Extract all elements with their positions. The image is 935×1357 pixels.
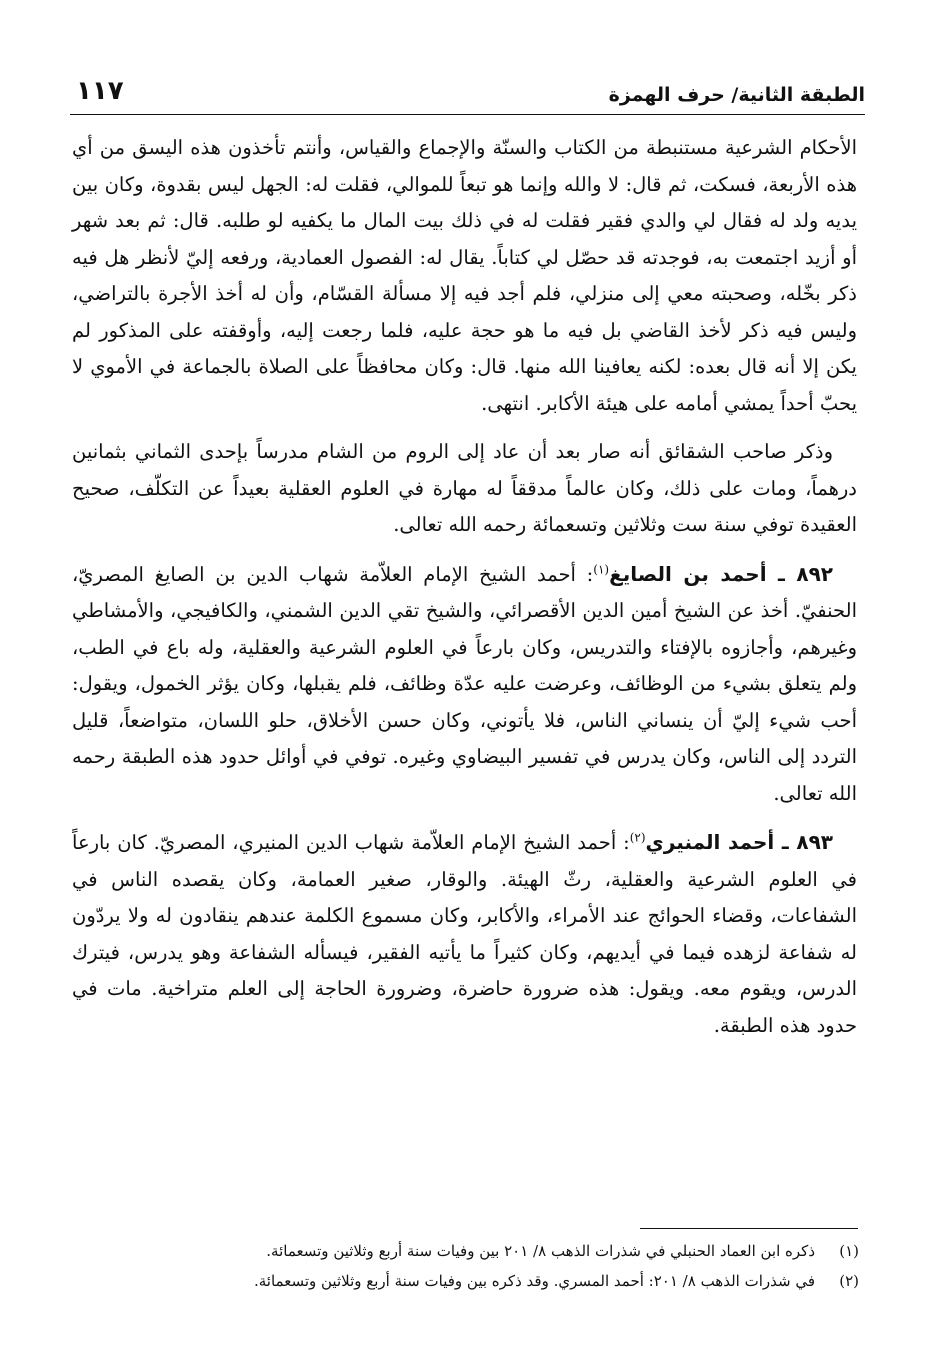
footnote-text: ذكره ابن العماد الحنبلي في شذرات الذهب ٨/ ٢٠١ بين وفيات سنة أربع وثلاثين وتسعمائة. xyxy=(266,1242,815,1260)
footnotes xyxy=(140,1236,859,1296)
entry-892 xyxy=(72,556,857,813)
paragraph-shaqaiq: وذكر صاحب الشقائق أنه صار بعد أن عاد إلى الروم من الشام مدرساً بإحدى الثماني بثمانين درهماً، ومات على ذلك، وكان عالماً مدققاً له مهارة في العلوم العقلية بعيداً عن التكلّف، صحيح العقيدة توفي سنة ست وثلاثين وتسعمائة رحمه الله تعالى. xyxy=(72,440,857,536)
footnote-ref-1: (١) xyxy=(593,562,610,576)
footnote-ref-2: (٢) xyxy=(629,830,646,845)
page-number: ١١٧ xyxy=(76,76,124,106)
entry-893-text: : أحمد الشيخ الإمام العلاّمة شهاب الدين المنيري، المصريّ. كان بارعاً في العلوم الشرعية والعقلية، رثّ الهيئة. والوقار، صغير العمامة، وكان يقصده الناس في الشفاعات، وقضاء الحوائج عند الأمراء، والأكابر، وكان مسموع الكلمة عندهم ينقادون له ولا يردّون له شفاعة لزهده فيما في أيديهم، وكان كثيراً ما يأتيه الفقير، فيسأله الشفاعة وهو يدرس، فيترك الدرس، ويقوم معه. ويقول: هذه ضرورة حاضرة، وضرورة الحاجة إلى العلم متراخية. مات في حدود هذه الطبقة. xyxy=(72,831,857,1037)
page-header xyxy=(70,72,865,115)
footnote-number: (١) xyxy=(839,1242,859,1260)
running-title: الطبقة الثانية/ حرف الهمزة xyxy=(608,84,865,106)
entry-892-text: : أحمد الشيخ الإمام العلاّمة شهاب الدين بن الصايغ المصريّ، الحنفيّ. أخذ عن الشيخ أمين الدين الأقصرائي، والشيخ تقي الدين الشمني، والكافيجي، والأمشاطي وغيرهم، وأجازوه بالإفتاء والتدريس، وكان بارعاً في العلوم الشرعية والعقلية، وله باع في الطب، ولم يتعلق بشيء من الوظائف، وعرضت عليه عدّة وظائف، فلم يقبلها، وكان يؤثر الخمول، ويقول: أحب شيء إليّ أن ينساني الناس، فلا يأتوني، وكان حسن الأخلاق، حلو اللسان، متواضعاً، قليل التردد إلى الناس، وكان يدرس في تفسير البيضاوي وغيره. توفي في أوائل حدود هذه الطبقة رحمه الله تعالى. xyxy=(72,562,857,805)
footnote-1 xyxy=(140,1236,859,1266)
footnote-divider xyxy=(640,1228,858,1229)
footnote-text: في شذرات الذهب ٨/ ٢٠١: أحمد المسري. وقد ذكره بين وفيات سنة أربع وثلاثين وتسعمائة. xyxy=(253,1272,815,1290)
footnote-number: (٢) xyxy=(839,1272,859,1290)
page-body xyxy=(72,130,857,1044)
paragraph-continuation: الأحكام الشرعية مستنبطة من الكتاب والسنّة والإجماع والقياس، وأنتم تأخذون هذه اليسق من أي هذه الأربعة، فسكت، ثم قال: لا والله وإنما هو تبعاً للموالي، فقلت له: الجهل ليس بقدوة، وكان بين يديه ولد له فقال لي والدي فقير فقلت له في ذلك بيت المال ما يكفيه لو طلبه. قال: ثم بعد شهر أو أزيد اجتمعت به، فوجدته قد حصّل لي كتاباً. يقال له: الفصول العمادية، ورفعه إليّ لأنظر هل فيه ذكر بخّله، وصحبته معي إلى منزلي، فلم أجد فيه إلا مسألة القسّام، وأن له أخذ الأجرة بالتراضي، وليس فيه ذكر لأخذ القاضي بل فيه ما هو حجة عليه، فلما رجعت إليه، وأوقفته على المذكور لم يكن إلا أنه قال بعده: لكنه يعافينا الله منها. قال: وكان محافظاً على الصلاة بالجماعة في الأموي لا يحبّ أحداً يمشي أمامه على هيئة الأكابر. انتهى. xyxy=(72,136,857,415)
entry-892-heading: ٨٩٢ ـ أحمد بن الصايغ xyxy=(609,561,833,586)
footnote-2 xyxy=(140,1266,859,1296)
entry-893 xyxy=(72,824,857,1044)
entry-893-heading: ٨٩٣ ـ أحمد المنيري xyxy=(645,830,833,854)
